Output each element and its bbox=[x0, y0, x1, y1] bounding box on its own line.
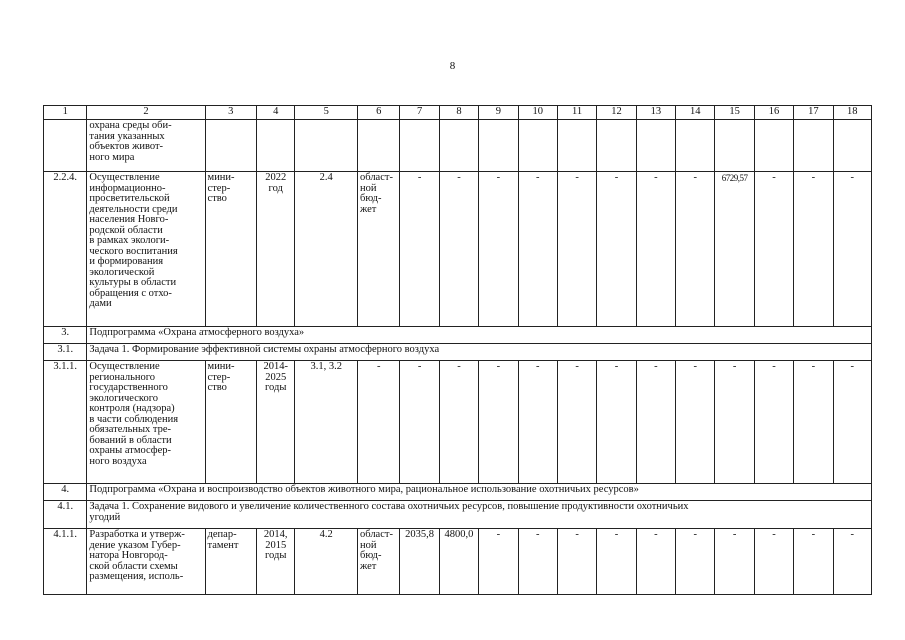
target-indicator: 2.4 bbox=[295, 172, 358, 327]
value-cell: 2035,8 bbox=[400, 529, 439, 595]
table-row bbox=[44, 361, 872, 484]
target-indicator: 4.2 bbox=[295, 529, 358, 595]
value-cell: - bbox=[754, 529, 793, 595]
value-cell: - bbox=[479, 361, 518, 484]
table-row bbox=[44, 484, 872, 501]
value-cell: - bbox=[479, 529, 518, 595]
column-numbers-row bbox=[44, 106, 872, 120]
table-row bbox=[44, 501, 872, 529]
row-number: 3. bbox=[44, 327, 87, 344]
page-number: 8 bbox=[449, 60, 456, 72]
value-cell: - bbox=[794, 529, 833, 595]
executor: мини- стер- ство bbox=[205, 172, 256, 327]
empty-cell bbox=[479, 120, 518, 172]
value-cell: - bbox=[754, 361, 793, 484]
col-header: 11 bbox=[557, 106, 596, 120]
col-header: 16 bbox=[754, 106, 793, 120]
value-cell: - bbox=[518, 529, 557, 595]
value-cell: - bbox=[357, 361, 399, 484]
row-number: 3.1.1. bbox=[44, 361, 87, 484]
value-cell: - bbox=[597, 529, 636, 595]
col-header: 10 bbox=[518, 106, 557, 120]
col-header: 14 bbox=[676, 106, 715, 120]
empty-cell bbox=[295, 120, 358, 172]
empty-cell bbox=[518, 120, 557, 172]
empty-cell bbox=[754, 120, 793, 172]
col-header: 13 bbox=[636, 106, 675, 120]
value-cell: - bbox=[557, 361, 596, 484]
value-cell: - bbox=[833, 529, 871, 595]
empty-cell bbox=[357, 120, 399, 172]
executor: депар- тамент bbox=[205, 529, 256, 595]
empty-cell bbox=[557, 120, 596, 172]
empty-cell bbox=[205, 120, 256, 172]
value-cell: 6729,57 bbox=[715, 172, 754, 327]
value-cell: - bbox=[715, 529, 754, 595]
value-cell: - bbox=[794, 361, 833, 484]
table-row bbox=[44, 529, 872, 595]
period: 2014, 2015 годы bbox=[257, 529, 295, 595]
value-cell: - bbox=[439, 172, 478, 327]
row-number: 4. bbox=[44, 484, 87, 501]
value-cell: - bbox=[557, 172, 596, 327]
value-cell: - bbox=[676, 361, 715, 484]
col-header: 12 bbox=[597, 106, 636, 120]
empty-cell bbox=[257, 120, 295, 172]
table-row bbox=[44, 327, 872, 344]
program-table bbox=[43, 105, 872, 595]
col-header: 6 bbox=[357, 106, 399, 120]
row-number: 4.1. bbox=[44, 501, 87, 529]
empty-cell bbox=[439, 120, 478, 172]
empty-cell bbox=[597, 120, 636, 172]
empty-cell bbox=[676, 120, 715, 172]
empty-cell bbox=[400, 120, 439, 172]
value-cell: - bbox=[597, 172, 636, 327]
value-cell: - bbox=[636, 529, 675, 595]
value-cell: - bbox=[518, 361, 557, 484]
activity-name: Осуществление информационно- просветительской деятельности среди населения Новго- родской области в рамках экологи- ческого воспитания и формирования экологической культуры в области обращения с отхо- дами bbox=[87, 172, 205, 327]
col-header: 3 bbox=[205, 106, 256, 120]
col-header: 1 bbox=[44, 106, 87, 120]
funding-source: област- ной бюд- жет bbox=[357, 172, 399, 327]
col-header: 4 bbox=[257, 106, 295, 120]
row-number: 3.1. bbox=[44, 344, 87, 361]
empty-cell bbox=[794, 120, 833, 172]
col-header: 17 bbox=[794, 106, 833, 120]
activity-name: Осуществление регионального государственного экологического контроля (надзора) в части соблюдения обязательных тре- бований в области охраны атмосфер- ного воздуха bbox=[87, 361, 205, 484]
value-cell: - bbox=[518, 172, 557, 327]
value-cell: - bbox=[636, 361, 675, 484]
value-cell: 4800,0 bbox=[439, 529, 478, 595]
empty-cell bbox=[833, 120, 871, 172]
value-cell: - bbox=[794, 172, 833, 327]
table-row bbox=[44, 120, 872, 172]
task-title: Задача 1. Сохранение видового и увеличение количественного состава охотничьих ресурсов, повышение продуктивности охотничьих угодий bbox=[87, 501, 872, 529]
value-cell: - bbox=[479, 172, 518, 327]
empty-cell bbox=[44, 120, 87, 172]
col-header: 18 bbox=[833, 106, 871, 120]
empty-cell bbox=[715, 120, 754, 172]
col-header: 7 bbox=[400, 106, 439, 120]
row-number: 2.2.4. bbox=[44, 172, 87, 327]
col-header: 15 bbox=[715, 106, 754, 120]
funding-source: област- ной бюд- жет bbox=[357, 529, 399, 595]
value-cell: - bbox=[557, 529, 596, 595]
value-cell: - bbox=[833, 172, 871, 327]
col-header: 5 bbox=[295, 106, 358, 120]
value-cell: - bbox=[400, 361, 439, 484]
period: 2022 год bbox=[257, 172, 295, 327]
task-title: Задача 1. Формирование эффективной системы охраны атмосферного воздуха bbox=[87, 344, 872, 361]
subprogram-title: Подпрограмма «Охрана и воспроизводство объектов животного мира, рациональное использование охотничьих ресурсов» bbox=[87, 484, 872, 501]
value-cell: - bbox=[636, 172, 675, 327]
subprogram-title: Подпрограмма «Охрана атмосферного воздуха» bbox=[87, 327, 872, 344]
value-cell: - bbox=[754, 172, 793, 327]
value-cell: - bbox=[833, 361, 871, 484]
executor: мини- стер- ство bbox=[205, 361, 256, 484]
value-cell: - bbox=[676, 529, 715, 595]
activity-name: охрана среды оби- тания указанных объектов живот- ного мира bbox=[87, 120, 205, 172]
col-header: 9 bbox=[479, 106, 518, 120]
value-cell: - bbox=[597, 361, 636, 484]
value-cell: - bbox=[676, 172, 715, 327]
table-row bbox=[44, 344, 872, 361]
col-header: 8 bbox=[439, 106, 478, 120]
empty-cell bbox=[636, 120, 675, 172]
table-row bbox=[44, 172, 872, 327]
row-number: 4.1.1. bbox=[44, 529, 87, 595]
col-header: 2 bbox=[87, 106, 205, 120]
period: 2014- 2025 годы bbox=[257, 361, 295, 484]
value-cell: - bbox=[400, 172, 439, 327]
activity-name: Разработка и утверж- дение указом Губер- натора Новгород- ской области схемы размещения, исполь- bbox=[87, 529, 205, 595]
target-indicator: 3.1, 3.2 bbox=[295, 361, 358, 484]
value-cell: - bbox=[715, 361, 754, 484]
value-cell: - bbox=[439, 361, 478, 484]
